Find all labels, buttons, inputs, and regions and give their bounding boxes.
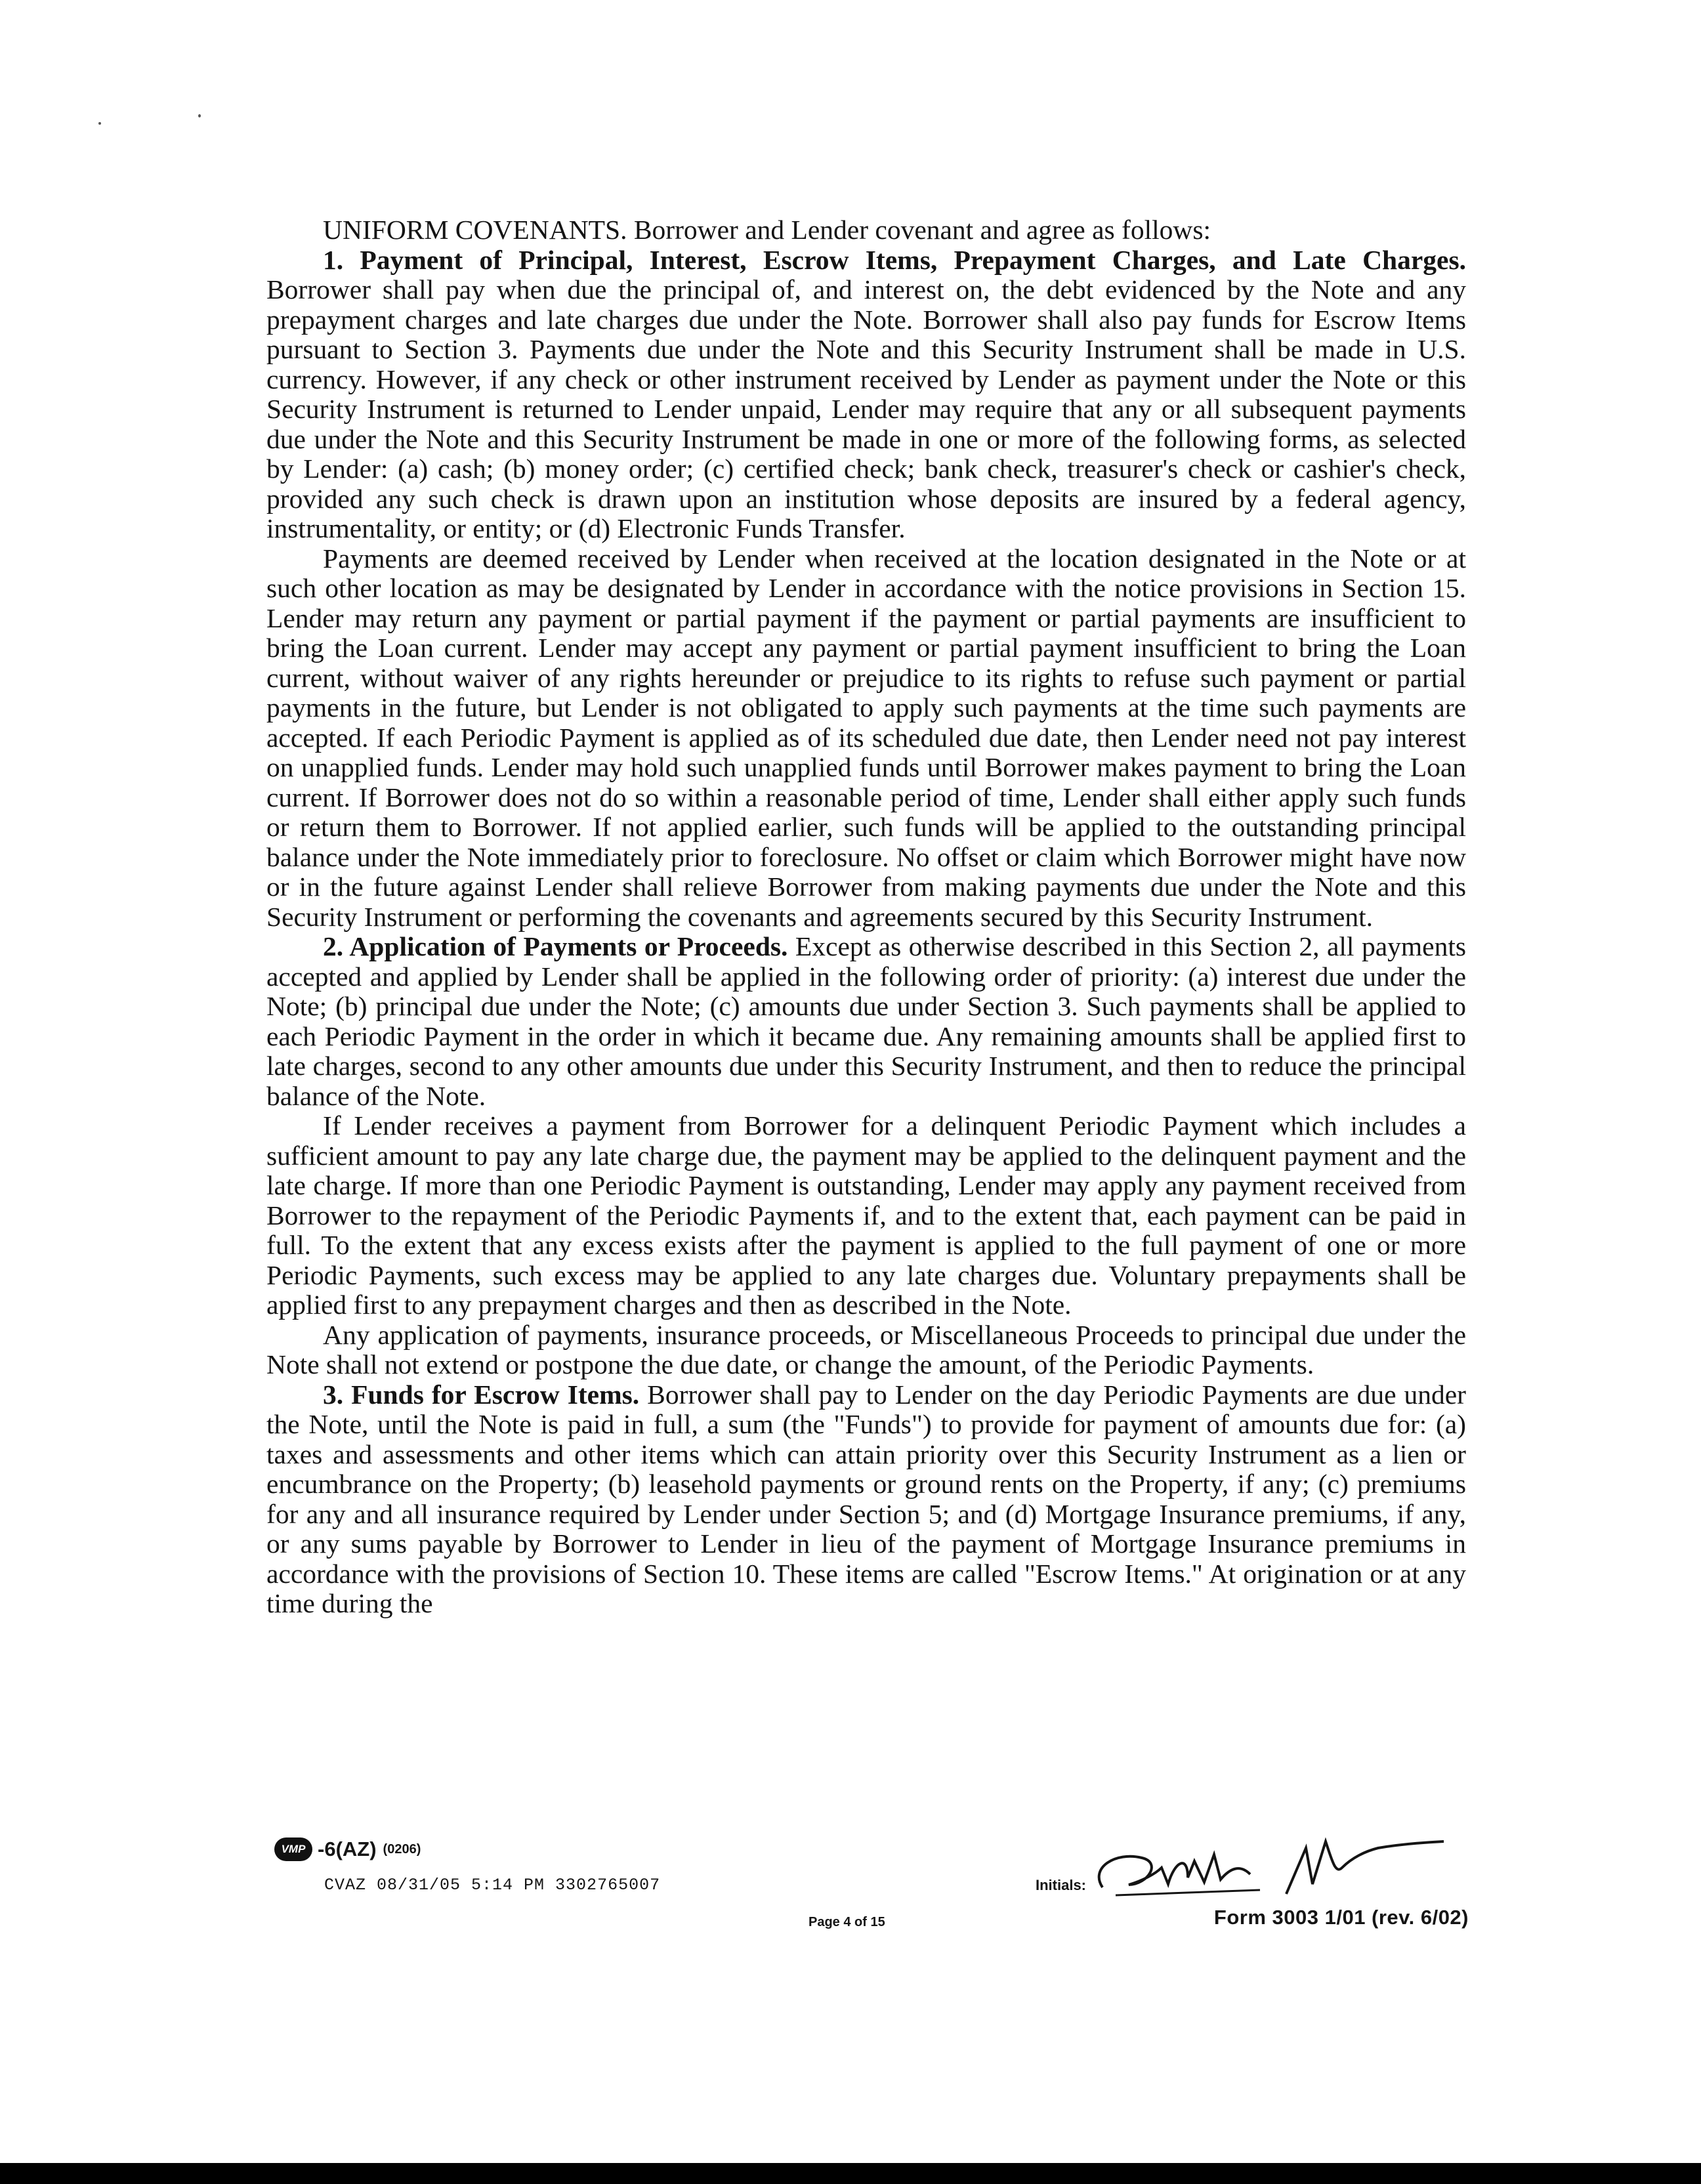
section-3-paragraph-1 (266, 1380, 1466, 1619)
form-number: Form 3003 1/01 (rev. 6/02) (1213, 1906, 1469, 1929)
section-3-text: Borrower shall pay to Lender on the day Periodic Payments are due under the Note, until the Note is paid in full, a sum (the "Funds") to provide for payment of amounts due for: (a) taxes and assessments and other items which can attain priority over this Security Instrument as a lien or encumbrance on the Property; (b) leasehold payments or ground rents on the Property, if any; (c) premiums for any and all insurance required by Lender under Section 5; and (d) Mortgage Insurance premiums, if any, or any sums payable by Borrower to Lender in lieu of the payment of Mortgage Insurance premiums in accordance with the provisions of Section 10. These items are called "Escrow Items." At origination or at any time during the (266, 1379, 1466, 1618)
vmp-logo-icon: VMP (274, 1838, 312, 1861)
initials-signature (1089, 1822, 1457, 1907)
page-number: Page 4 of 15 (808, 1915, 885, 1929)
section-2-text: Except as otherwise described in this Section 2, all payments accepted and applied by Lender shall be applied in the following order of priority: (a) interest due under the Note; (b) principal due under the Note; (c) amounts due under Section 3. Such payments shall be applied to each Periodic Payment in the order in which it became due. Any remaining amounts shall be applied first to late charges, second to any other amounts due under this Security Instrument, and then to reduce the principal balance of the Note. (266, 931, 1466, 1111)
print-stamp: CVAZ 08/31/05 5:14 PM 3302765007 (324, 1876, 661, 1895)
section-1-heading: 1. Payment of Principal, Interest, Escrow Items, Prepayment Charges, and Late Charges. (323, 244, 1466, 275)
section-2-paragraph-1 (266, 932, 1466, 1111)
section-1-paragraph-2: Payments are deemed received by Lender when received at the location designated in the Note or at such other location as may be designated by Lender in accordance with the notice provisions in Section 15. Lender may return any payment or partial payment if the payment or partial payments are insufficient to bring the Loan current. Lender may accept any payment or partial payment insufficient to bring the Loan current, without waiver of any rights hereunder or prejudice to its rights to refuse such payment or partial payments in the future, but Lender is not obligated to apply such payments at the time such payments are accepted. If each Periodic Payment is applied as of its scheduled due date, then Lender need not pay interest on unapplied funds. Lender may hold such unapplied funds until Borrower makes payment to bring the Loan current. If Borrower does not do so within a reasonable period of time, Lender shall either apply such funds or return them to Borrower. If not applied earlier, such funds will be applied to the outstanding principal balance under the Note immediately prior to foreclosure. No offset or claim which Borrower might have now or in the future against Lender shall relieve Borrower from making payments due under the Note and this Security Instrument or performing the covenants and agreements secured by this Security Instrument. (266, 543, 1466, 932)
scan-speck (98, 122, 101, 125)
form-code: -6(AZ) (318, 1838, 377, 1860)
section-1-paragraph-1 (266, 245, 1466, 544)
section-2-paragraph-2: If Lender receives a payment from Borrower for a delinquent Periodic Payment which includes a sufficient amount to pay any late charge due, the payment may be applied to the delinquent payment and the late charge. If more than one Periodic Payment is outstanding, Lender may apply any payment received from Borrower to the repayment of the Periodic Payments if, and to the extent that, each payment can be paid in full. To the extent that any excess exists after the payment is applied to the full payment of one or more Periodic Payments, such excess may be applied to any late charges due. Voluntary prepayments shall be applied first to any prepayment charges and then as described in the Note. (266, 1110, 1466, 1320)
form-id-row (274, 1838, 734, 1861)
document-body (266, 215, 1466, 1619)
signature-stroke-1 (1099, 1855, 1250, 1887)
intro-line: UNIFORM COVENANTS. Borrower and Lender covenant and agree as follows: (323, 215, 1211, 245)
section-3-heading: 3. Funds for Escrow Items. (323, 1379, 640, 1410)
scan-border-bottom (0, 2163, 1701, 2184)
section-2-heading: 2. Application of Payments or Proceeds. (323, 931, 788, 961)
initials-label: Initials: (1036, 1877, 1087, 1893)
signature-underline (1116, 1890, 1260, 1895)
footer-left (274, 1838, 734, 1895)
form-code-date: (0206) (383, 1841, 421, 1857)
signature-stroke-2 (1286, 1841, 1444, 1894)
section-1-text: Borrower shall pay when due the principal of, and interest on, the debt evidenced by the Note and any prepayment charges and late charges due under the Note. Borrower shall also pay funds for Escrow Items pursuant to Section 3. Payments due under the Note and this Security Instrument shall be made in U.S. currency. However, if any check or other instrument received by Lender as payment under the Note or this Security Instrument is returned to Lender unpaid, Lender may require that any or all subsequent payments due under the Note and this Security Instrument be made in one or more of the following forms, as selected by Lender: (a) cash; (b) money order; (c) certified check; bank check, treasurer's check or cashier's check, provided any such check is drawn upon an institution whose deposits are insured by a federal agency, instrumentality, or entity; or (d) Electronic Funds Transfer. (266, 274, 1466, 543)
scan-speck (198, 114, 201, 117)
section-2-paragraph-3: Any application of payments, insurance proceeds, or Miscellaneous Proceeds to principal due under the Note shall not extend or postpone the due date, or change the amount, of the Periodic Payments. (266, 1319, 1466, 1379)
